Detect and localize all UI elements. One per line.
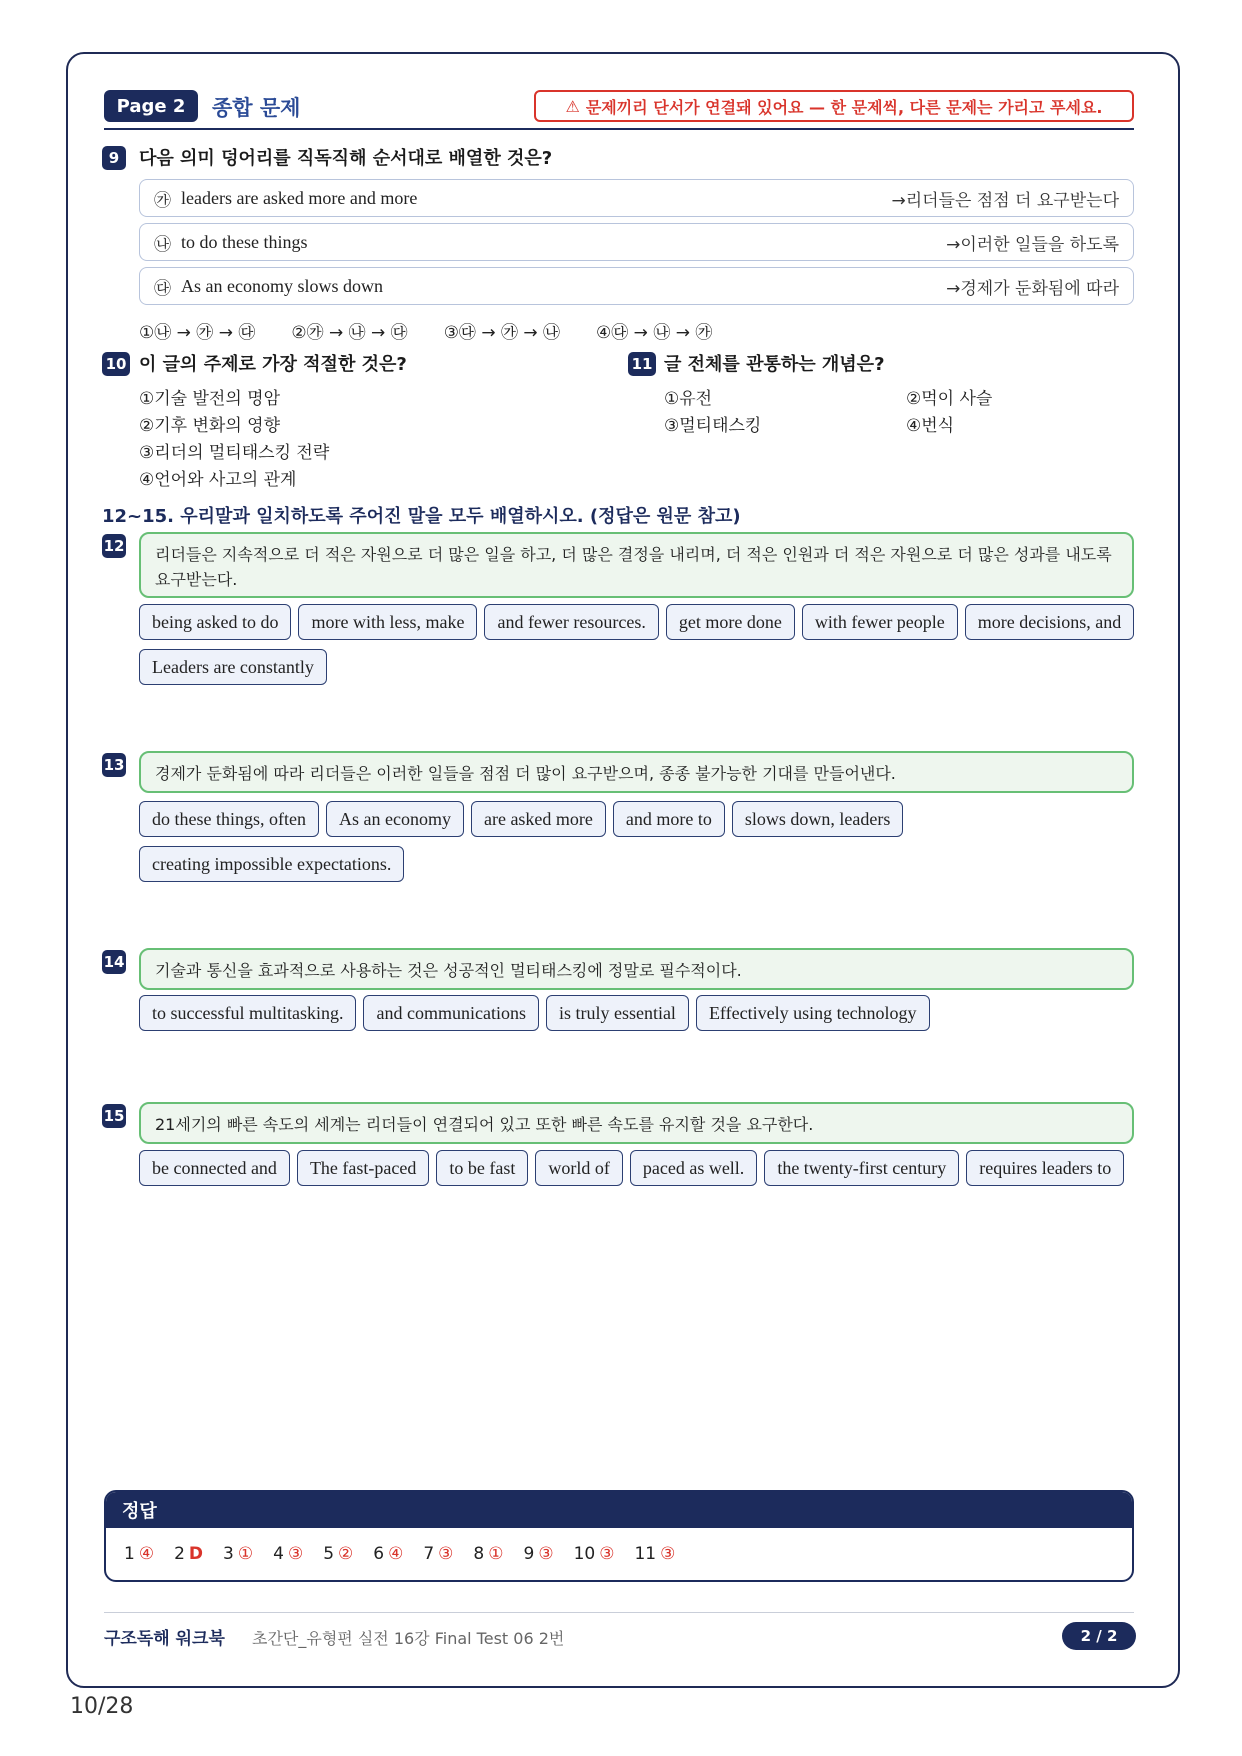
answer-number: 4 (273, 1544, 284, 1564)
word-bank (139, 1150, 1139, 1186)
answer-number: 7 (423, 1544, 435, 1564)
answer-value: ② (338, 1544, 354, 1564)
word-chip[interactable]: The fast-paced (297, 1150, 429, 1186)
answer-number: 5 (323, 1544, 335, 1564)
page-number: 10/28 (70, 1694, 134, 1719)
answer-item (574, 1544, 615, 1564)
option[interactable]: ②㉮ → ㉯ → ㉰ (291, 323, 408, 343)
answer-value: ③ (660, 1544, 676, 1564)
answer-item (273, 1544, 303, 1564)
word-chip[interactable]: more decisions, and (965, 604, 1134, 640)
question-number: 10 (102, 352, 130, 376)
footer-page-badge: 2 / 2 (1062, 1622, 1136, 1650)
word-chip[interactable]: paced as well. (630, 1150, 757, 1186)
option[interactable]: ①유전 (664, 389, 713, 409)
word-bank (139, 995, 1139, 1031)
word-chip[interactable]: and more to (613, 801, 725, 837)
answer-value: ④ (138, 1544, 155, 1564)
footer-divider (104, 1612, 1134, 1613)
answer-list (106, 1528, 1132, 1564)
answer-number: 1 (124, 1544, 135, 1564)
answer-number: 9 (523, 1544, 535, 1564)
option[interactable]: ④㉰ → ㉯ → ㉮ (596, 323, 713, 343)
chunk-row (139, 223, 1134, 261)
chunk-english: As an economy slows down (181, 275, 383, 296)
chunk-row (139, 267, 1134, 305)
word-chip[interactable]: and fewer resources. (484, 604, 658, 640)
word-chip[interactable]: Effectively using technology (696, 995, 930, 1031)
answer-number: 2 (174, 1544, 185, 1564)
option[interactable]: ②기후 변화의 영향 (139, 416, 281, 436)
footer-brand: 구조독해 워크북 (104, 1629, 225, 1649)
answer-number: 11 (634, 1544, 657, 1564)
option[interactable]: ②먹이 사슬 (906, 389, 993, 409)
page-badge: Page 2 (104, 90, 198, 122)
korean-sentence-box: 기술과 통신을 효과적으로 사용하는 것은 성공적인 멀티태스킹에 정말로 필수적이다. (139, 948, 1134, 990)
chunk-english: leaders are asked more and more (181, 187, 418, 208)
option[interactable]: ④번식 (906, 416, 955, 436)
word-bank (139, 801, 1139, 882)
question-text: 이 글의 주제로 가장 적절한 것은? (139, 354, 407, 375)
answer-item (423, 1544, 453, 1564)
answer-value: ① (488, 1544, 504, 1564)
word-chip[interactable]: world of (535, 1150, 623, 1186)
chunk-mark: ㉰ (154, 278, 171, 299)
answer-number: 3 (223, 1544, 234, 1564)
word-bank (139, 604, 1139, 685)
word-chip[interactable]: slows down, leaders (732, 801, 903, 837)
option[interactable]: ③멀티태스킹 (664, 416, 762, 436)
answer-key-heading: 정답 (106, 1492, 1132, 1528)
option[interactable]: ④언어와 사고의 관계 (139, 470, 297, 490)
word-chip[interactable]: more with less, make (298, 604, 477, 640)
warning-triangle-icon: ⚠ (565, 96, 580, 116)
answer-value: ④ (388, 1544, 404, 1564)
section-heading: 12~15. 우리말과 일치하도록 주어진 말을 모두 배열하시오. (정답은 원문 참고) (102, 506, 741, 527)
chunk-mark: ㉮ (154, 190, 171, 211)
option[interactable]: ①㉯ → ㉮ → ㉰ (139, 323, 256, 343)
word-chip[interactable]: being asked to do (139, 604, 291, 640)
question-text: 다음 의미 덩어리를 직독직해 순서대로 배열한 것은? (139, 148, 553, 169)
word-chip[interactable]: to successful multitasking. (139, 995, 356, 1031)
chunk-row (139, 179, 1134, 217)
option[interactable]: ③㉰ → ㉮ → ㉯ (443, 323, 561, 343)
answer-value: ③ (599, 1544, 615, 1564)
answer-value: ① (237, 1544, 254, 1564)
option[interactable]: ③리더의 멀티태스킹 전략 (139, 443, 330, 463)
answer-item (634, 1544, 675, 1564)
question-number: 13 (102, 753, 126, 777)
answer-item (524, 1544, 554, 1564)
question-number: 9 (102, 146, 126, 170)
word-chip[interactable]: do these things, often (139, 801, 319, 837)
answer-value: ③ (287, 1544, 304, 1564)
answer-item (124, 1544, 154, 1564)
warning-text: 문제끼리 단서가 연결돼 있어요 — 한 문제씩, 다른 문제는 가리고 푸세요. (585, 97, 1103, 117)
answer-key (104, 1490, 1134, 1582)
warning-banner (534, 90, 1134, 122)
question-number: 14 (102, 950, 126, 974)
page-title: 종합 문제 (212, 96, 301, 120)
answer-number: 8 (473, 1544, 485, 1564)
answer-value: ③ (438, 1544, 454, 1564)
answer-item (473, 1544, 503, 1564)
answer-number: 6 (373, 1544, 385, 1564)
word-chip[interactable]: and communications (363, 995, 538, 1031)
word-chip[interactable]: As an economy (326, 801, 464, 837)
word-chip[interactable]: be connected and (139, 1150, 290, 1186)
header-divider (104, 128, 1134, 130)
korean-sentence-box: 21세기의 빠른 속도의 세계는 리더들이 연결되어 있고 또한 빠른 속도를 유지할 것을 요구한다. (139, 1102, 1134, 1144)
word-chip[interactable]: the twenty-first century (764, 1150, 959, 1186)
answer-item (323, 1544, 353, 1564)
word-chip[interactable]: creating impossible expectations. (139, 846, 404, 882)
word-chip[interactable]: with fewer people (802, 604, 958, 640)
word-chip[interactable]: to be fast (436, 1150, 528, 1186)
word-chip[interactable]: Leaders are constantly (139, 649, 327, 685)
word-chip[interactable]: are asked more (471, 801, 606, 837)
question-text: 글 전체를 관통하는 개념은? (664, 354, 885, 375)
option[interactable]: ①기술 발전의 명암 (139, 389, 281, 409)
answer-number: 10 (573, 1544, 596, 1564)
answer-value: ③ (538, 1544, 554, 1564)
chunk-mark: ㉯ (154, 234, 171, 255)
word-chip[interactable]: get more done (666, 604, 795, 640)
footer-subtitle: 초간단_유형편 실전 16강 Final Test 06 2번 (252, 1629, 565, 1648)
answer-item (174, 1544, 203, 1564)
chunk-korean: →이러한 일들을 하도록 (946, 234, 1119, 255)
chunk-english: to do these things (181, 231, 308, 252)
answer-item (373, 1544, 403, 1564)
chunk-korean: →경제가 둔화됨에 따라 (946, 278, 1119, 299)
answer-value: D (188, 1544, 204, 1564)
question-number: 11 (628, 352, 656, 376)
korean-sentence-box: 리더들은 지속적으로 더 적은 자원으로 더 많은 일을 하고, 더 많은 결정을 내리며, 더 적은 인원과 더 적은 자원으로 더 많은 성과를 내도록 요구받는다. (139, 532, 1134, 598)
chunk-korean: →리더들은 점점 더 요구받는다 (891, 190, 1119, 211)
word-chip[interactable]: requires leaders to (966, 1150, 1124, 1186)
answer-item (223, 1544, 253, 1564)
question-number: 15 (102, 1104, 126, 1128)
question-number: 12 (102, 534, 126, 558)
word-chip[interactable]: is truly essential (546, 995, 689, 1031)
q9-options (139, 318, 712, 343)
korean-sentence-box: 경제가 둔화됨에 따라 리더들은 이러한 일들을 점점 더 많이 요구받으며, 종종 불가능한 기대를 만들어낸다. (139, 751, 1134, 793)
